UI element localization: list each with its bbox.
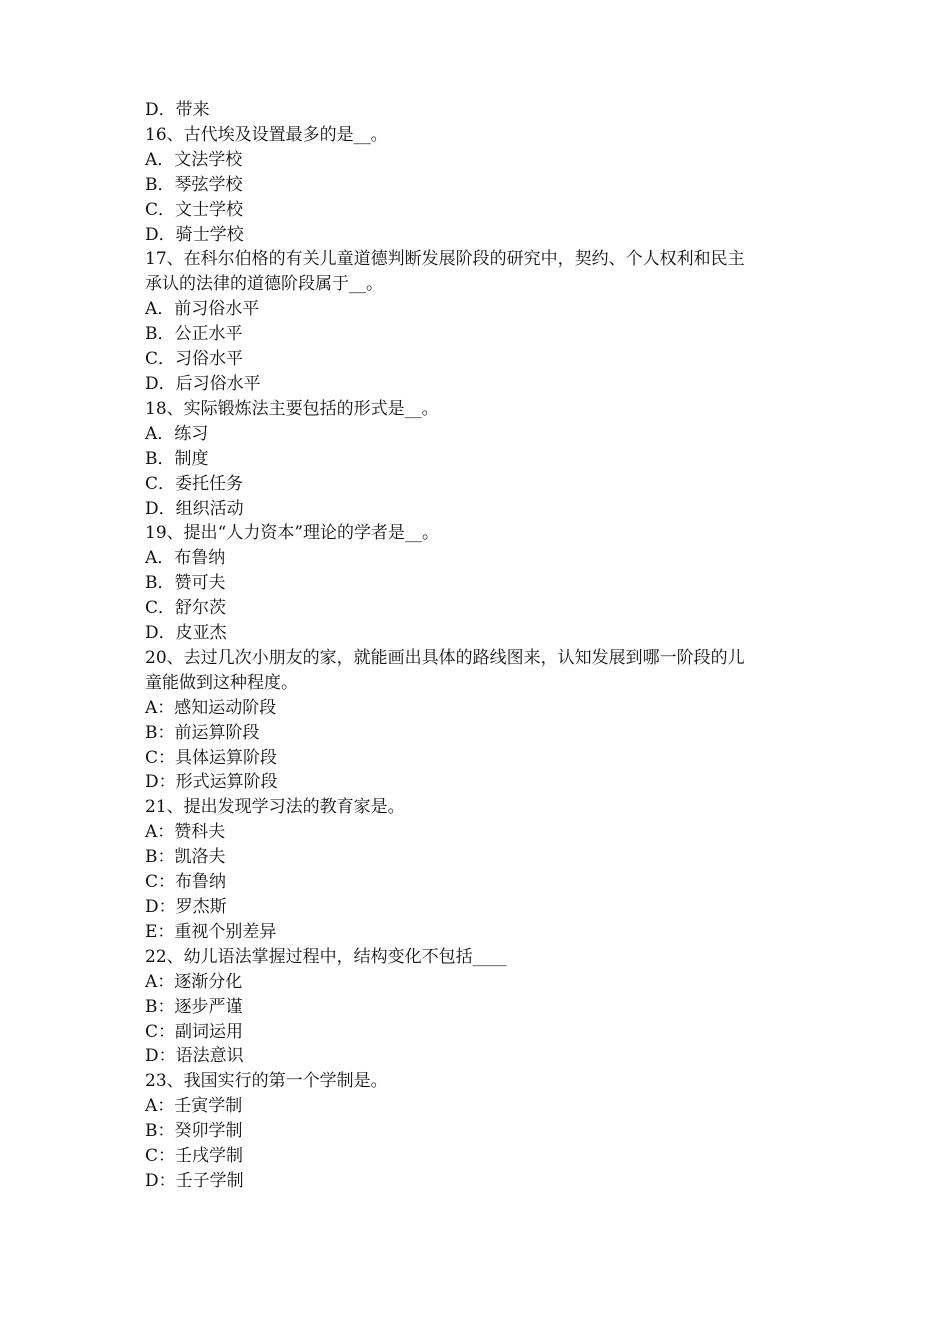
option-text: B．公正水平 [145, 324, 243, 345]
option-text: C：具体运算阶段 [145, 747, 278, 768]
option-text: D．组织活动 [145, 498, 244, 519]
option-text: C．委托任务 [145, 473, 244, 494]
question-text: 22、幼儿语法掌握过程中，结构变化不包括____ [145, 946, 507, 967]
option-text: D．骑士学校 [145, 224, 244, 245]
option-text: A：逐渐分化 [145, 971, 243, 992]
question-text: 17、在科尔伯格的有关儿童道德判断发展阶段的研究中，契约、个人权利和民主 [145, 249, 745, 270]
question-text-continued: 承认的法律的道德阶段属于__。 [145, 274, 383, 295]
option-text: C：副词运用 [145, 1021, 244, 1042]
option-text: D．后习俗水平 [145, 373, 261, 394]
option-text: B．制度 [145, 448, 209, 469]
question-text-continued: 童能做到这种程度。 [145, 672, 298, 693]
option-text: B．琴弦学校 [145, 174, 243, 195]
option-text: D：形式运算阶段 [145, 772, 278, 793]
question-text: 16、古代埃及设置最多的是__。 [145, 124, 388, 145]
document-body [145, 98, 825, 1194]
option-text: B．赞可夫 [145, 573, 226, 594]
option-text: A．布鲁纳 [145, 548, 226, 569]
option-text: A：赞科夫 [145, 822, 226, 843]
option-text: D：壬子学制 [145, 1170, 244, 1191]
option-text: C：壬戌学制 [145, 1146, 244, 1167]
option-text: D．带来 [145, 100, 210, 120]
option-text: C．文士学校 [145, 199, 244, 220]
option-text: B：凯洛夫 [145, 847, 226, 868]
option-text: A．前习俗水平 [145, 299, 260, 320]
option-text: C：布鲁纳 [145, 872, 227, 893]
question-text: 20、去过几次小朋友的家，就能画出具体的路线图来，认知发展到哪一阶段的儿 [145, 647, 745, 668]
option-text: B：逐步严谨 [145, 996, 243, 1017]
option-text: B：前运算阶段 [145, 722, 260, 743]
option-text: D：罗杰斯 [145, 897, 227, 917]
option-text: A：感知运动阶段 [145, 697, 277, 718]
option-text: A：壬寅学制 [145, 1096, 243, 1117]
option-text: C．舒尔茨 [145, 598, 227, 619]
option-text: D：语法意识 [145, 1046, 244, 1067]
option-text: A．练习 [145, 423, 209, 444]
question-text: 21、提出发现学习法的教育家是。 [145, 797, 405, 818]
option-text: E：重视个别差异 [145, 921, 277, 942]
option-text: B：癸卯学制 [145, 1121, 243, 1142]
question-text: 18、实际锻炼法主要包括的形式是__。 [145, 398, 439, 419]
question-text: 23、我国实行的第一个学制是。 [145, 1071, 388, 1092]
option-text: C．习俗水平 [145, 349, 244, 370]
question-text: 19、提出“人力资本”理论的学者是__。 [145, 523, 440, 544]
option-text: A．文法学校 [145, 149, 243, 170]
option-text: D．皮亚杰 [145, 623, 227, 644]
